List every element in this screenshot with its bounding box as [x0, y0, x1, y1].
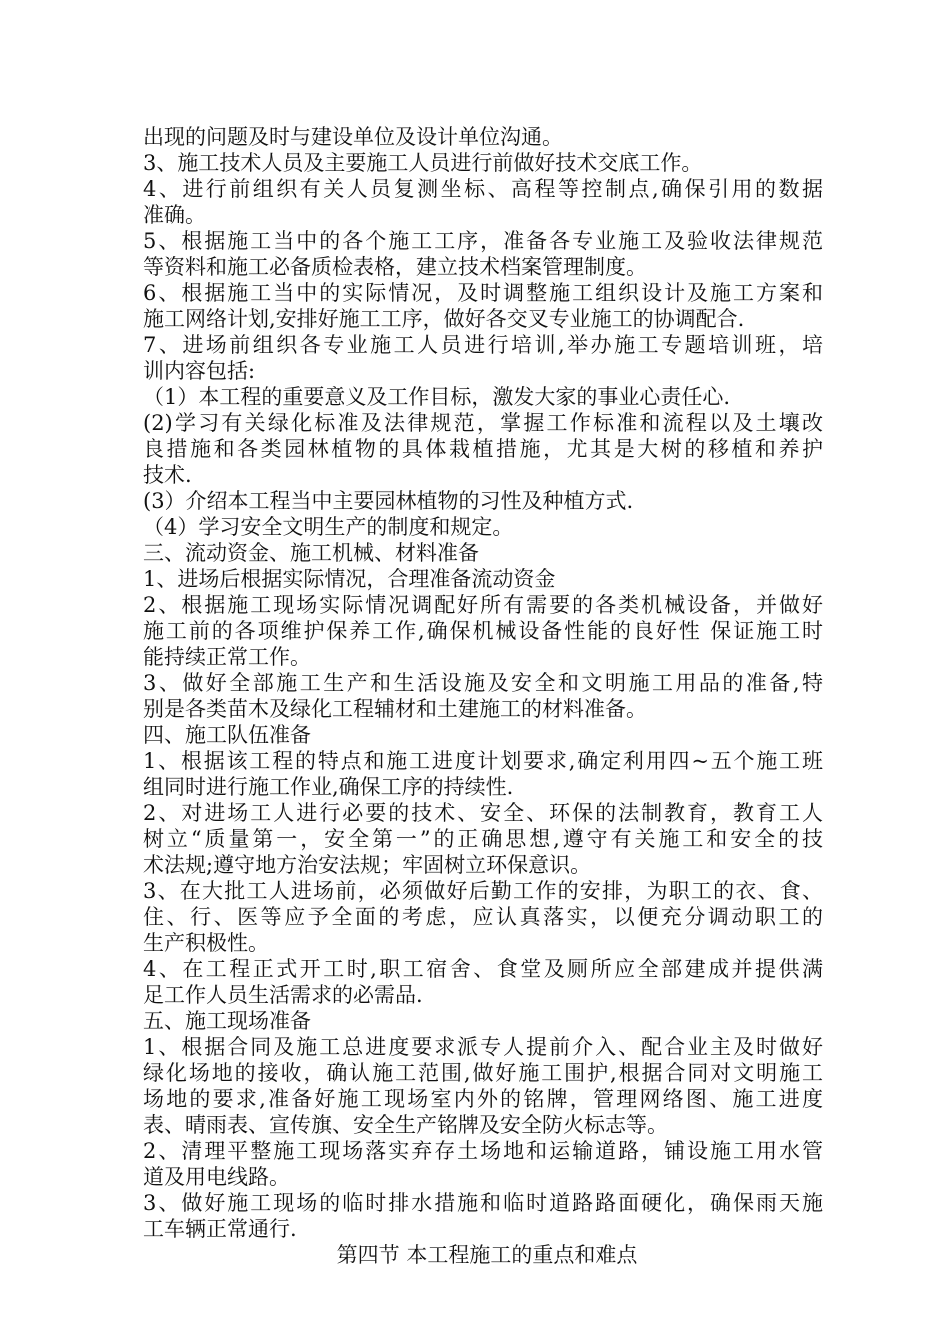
text-line: 别是各类苗木及绿化工程辅材和土建施工的材料准备。 — [143, 697, 647, 721]
text-line: 工车辆正常通行. — [143, 1217, 297, 1241]
text-line: 2、清理平整施工现场落实弃存土场地和运输道路，铺设施工用水管 — [143, 1139, 823, 1163]
text-line: 能持续正常工作。 — [143, 645, 311, 669]
text-line: (3）介绍本工程当中主要园林植物的习性及种植方式. — [143, 489, 634, 513]
section-heading: 三、流动资金、施工机械、材料准备 — [143, 541, 479, 565]
text-line: 1、根据该工程的特点和施工进度计划要求,确定利用四~五个施工班 — [143, 749, 823, 773]
text-line: 施工网络计划,安排好施工工序，做好各交叉专业施工的协调配合. — [143, 307, 745, 331]
text-line: 3、做好施工现场的临时排水措施和临时道路路面硬化，确保雨天施 — [143, 1191, 823, 1215]
text-line: 3、在大批工人进场前，必须做好后勤工作的安排，为职工的衣、食、 — [143, 879, 823, 903]
text-line: 2、对进场工人进行必要的技术、安全、环保的法制教育，教育工人 — [143, 801, 823, 825]
text-line: 4、在工程正式开工时,职工宿舍、食堂及厕所应全部建成并提供满 — [143, 957, 823, 981]
text-line: （4）学习安全文明生产的制度和规定。 — [143, 515, 514, 539]
text-line: (2)学习有关绿化标准及法律规范，掌握工作标准和流程以及土壤改 — [143, 411, 823, 435]
text-line: 施工前的各项维护保养工作,确保机械设备性能的良好性 保证施工时 — [143, 619, 823, 643]
text-line: 道及用电线路。 — [143, 1165, 290, 1189]
text-line: 住、行、医等应予全面的考虑，应认真落实，以便充分调动职工的 — [143, 905, 823, 929]
text-line: 组同时进行施工作业,确保工序的持续性. — [143, 775, 514, 799]
text-line: 技术. — [143, 463, 192, 487]
text-line: 足工作人员生活需求的必需品. — [143, 983, 423, 1007]
text-line: 1、进场后根据实际情况，合理准备流动资金 — [143, 567, 556, 591]
text-line: 4、进行前组织有关人员复测坐标、高程等控制点,确保引用的数据 — [143, 177, 823, 201]
text-line: 3、做好全部施工生产和生活设施及安全和文明施工用品的准备,特 — [143, 671, 823, 695]
text-line: （1）本工程的重要意义及工作目标，激发大家的事业心责任心. — [143, 385, 731, 409]
text-line: 表、晴雨表、宣传旗、安全生产铭牌及安全防火标志等。 — [143, 1113, 668, 1137]
text-line: 6、根据施工当中的实际情况，及时调整施工组织设计及施工方案和 — [143, 281, 823, 305]
text-line: 树立“质量第一，安全第一”的正确思想,遵守有关施工和安全的技 — [143, 827, 823, 851]
text-line: 场地的要求,准备好施工现场室内外的铭牌，管理网络图、施工进度 — [143, 1087, 823, 1111]
text-line: 训内容包括: — [143, 359, 256, 383]
text-line: 5、根据施工当中的各个施工工序，准备各专业施工及验收法律规范 — [143, 229, 823, 253]
text-line: 3、施工技术人员及主要施工人员进行前做好技术交底工作。 — [143, 151, 703, 175]
text-line: 术法规;遵守地方治安法规；牢固树立环保意识。 — [143, 853, 592, 877]
text-line: 7、进场前组织各专业施工人员进行培训,举办施工专题培训班，培 — [143, 333, 823, 357]
text-line: 2、根据施工现场实际情况调配好所有需要的各类机械设备，并做好 — [143, 593, 823, 617]
text-line: 准确。 — [143, 203, 206, 227]
document-body — [143, 124, 823, 1268]
text-line: 1、根据合同及施工总进度要求派专人提前介入、配合业主及时做好 — [143, 1035, 823, 1059]
text-line: 等资料和施工必备质检表格，建立技术档案管理制度。 — [143, 255, 647, 279]
text-line: 绿化场地的接收，确认施工范围,做好施工围护,根据合同对文明施工 — [143, 1061, 823, 1085]
section-title: 第四节 本工程施工的重点和难点 — [336, 1243, 638, 1267]
section-heading: 五、施工现场准备 — [143, 1009, 311, 1033]
section-heading: 四、施工队伍准备 — [143, 723, 311, 747]
text-line: 良措施和各类园林植物的具体栽植措施，尤其是大树的移植和养护 — [143, 437, 823, 461]
text-line: 出现的问题及时与建设单位及设计单位沟通。 — [143, 125, 563, 149]
text-line: 生产积极性。 — [143, 931, 269, 955]
